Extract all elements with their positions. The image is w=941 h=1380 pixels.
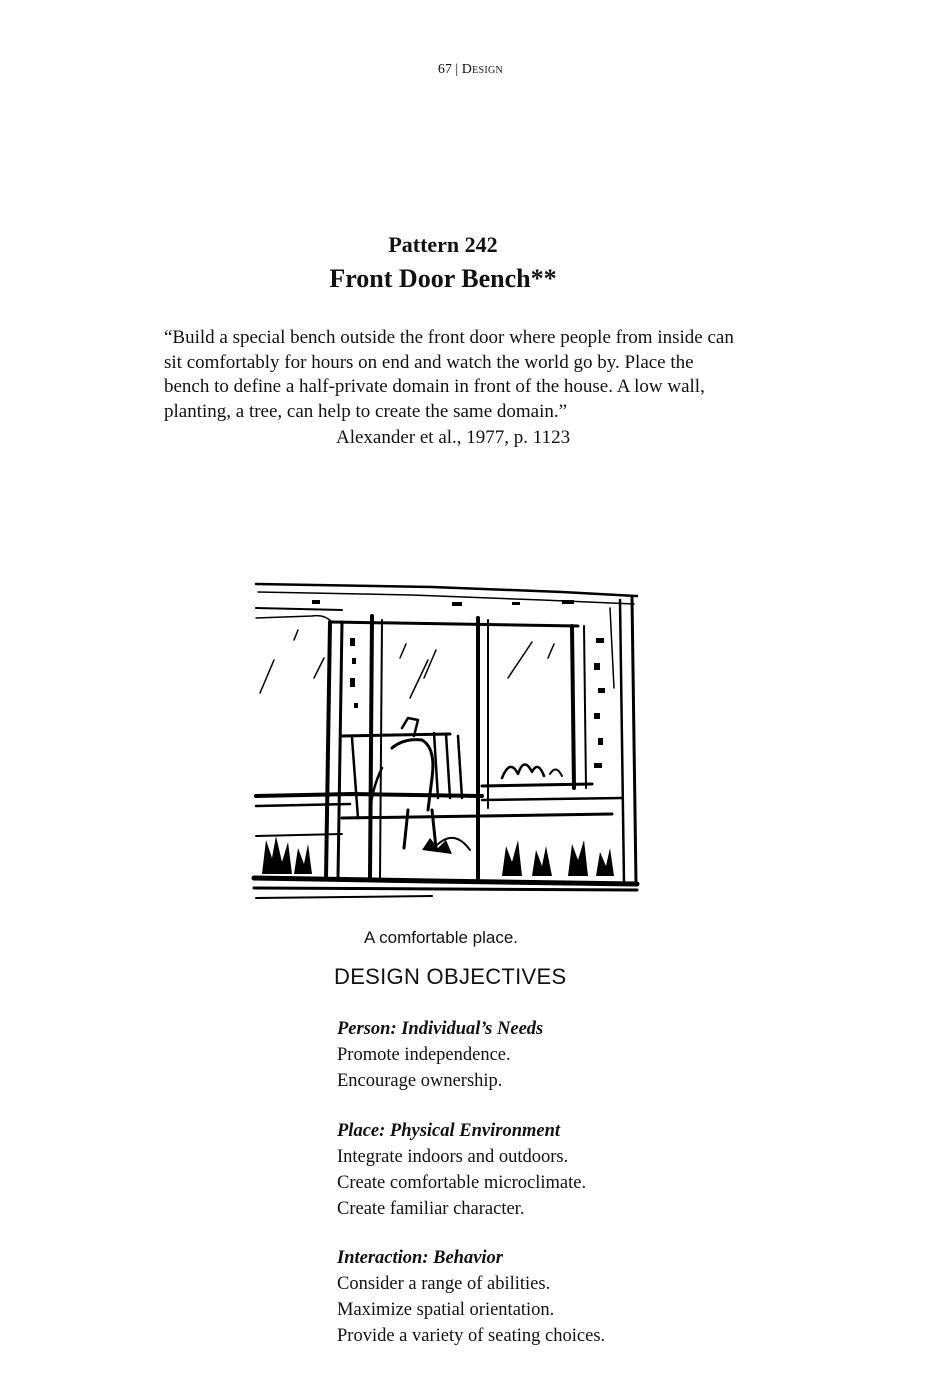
- objective-item: Integrate indoors and outdoors.: [337, 1147, 569, 1167]
- figure-caption: A comfortable place.: [364, 928, 519, 947]
- objective-category: Interaction: Behavior: [337, 1248, 503, 1268]
- objective-group-interaction: [337, 1245, 605, 1349]
- pattern-title: Front Door Bench**: [329, 264, 557, 293]
- page-number: 67: [437, 62, 452, 77]
- objective-item: Encourage ownership.: [337, 1071, 503, 1091]
- objective-item: Maximize spatial orientation.: [337, 1300, 555, 1320]
- front-door-bench-sketch: [232, 578, 642, 910]
- objective-item: Promote independence.: [337, 1045, 511, 1065]
- objective-category: Person: Individual’s Needs: [337, 1019, 544, 1039]
- quote-text: “Build a special bench outside the front door where people from inside can sit comfortably for hours on end and watch the world go by. Place the bench to define a half-private domain in front of the house. A low wall, planting, a tree, can help to create the same domain.”: [164, 327, 734, 422]
- design-objectives-heading: DESIGN OBJECTIVES: [334, 964, 567, 989]
- section-name: Design: [461, 62, 504, 77]
- objective-item: Provide a variety of seating choices.: [337, 1326, 606, 1346]
- objective-item: Create comfortable microclimate.: [337, 1173, 587, 1193]
- objective-group-person: [337, 1016, 543, 1094]
- quote-citation: Alexander et al., 1977, p. 1123: [336, 427, 571, 448]
- objective-item: Consider a range of abilities.: [337, 1274, 551, 1294]
- objective-group-place: [337, 1118, 586, 1222]
- objective-item: Create familiar character.: [337, 1199, 525, 1219]
- running-head: [0, 62, 941, 78]
- pattern-number: Pattern 242: [388, 232, 498, 257]
- header-separator: |: [455, 62, 459, 77]
- objective-category: Place: Physical Environment: [337, 1121, 561, 1141]
